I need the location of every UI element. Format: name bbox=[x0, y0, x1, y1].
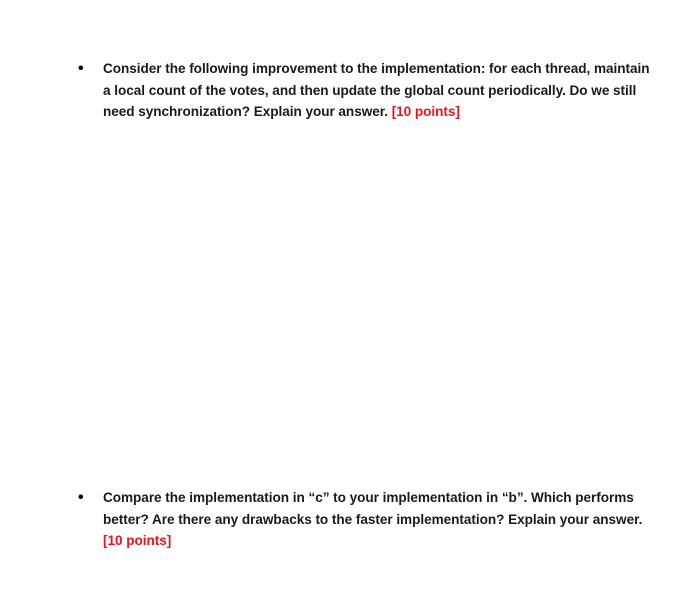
question-body: Consider the following improvement to the implementation: for each thread, maintain a local count of the votes, and then update the global count periodically. Do we still need synchronization? Explain your answer. bbox=[103, 61, 650, 119]
bullet-icon: • bbox=[78, 60, 84, 77]
points-label: [10 points] bbox=[391, 104, 460, 119]
question-compare-implementations bbox=[78, 487, 658, 552]
question-text bbox=[103, 58, 658, 123]
question-body: Compare the implementation in “c” to your implementation in “b”. Which performs better? Are there any drawbacks to the faster implementation? Explain your answer. bbox=[103, 490, 643, 527]
question-improvement-local-count bbox=[78, 58, 658, 123]
question-text bbox=[103, 487, 658, 552]
bullet-icon: • bbox=[78, 489, 84, 506]
points-label: [10 points] bbox=[103, 533, 172, 548]
